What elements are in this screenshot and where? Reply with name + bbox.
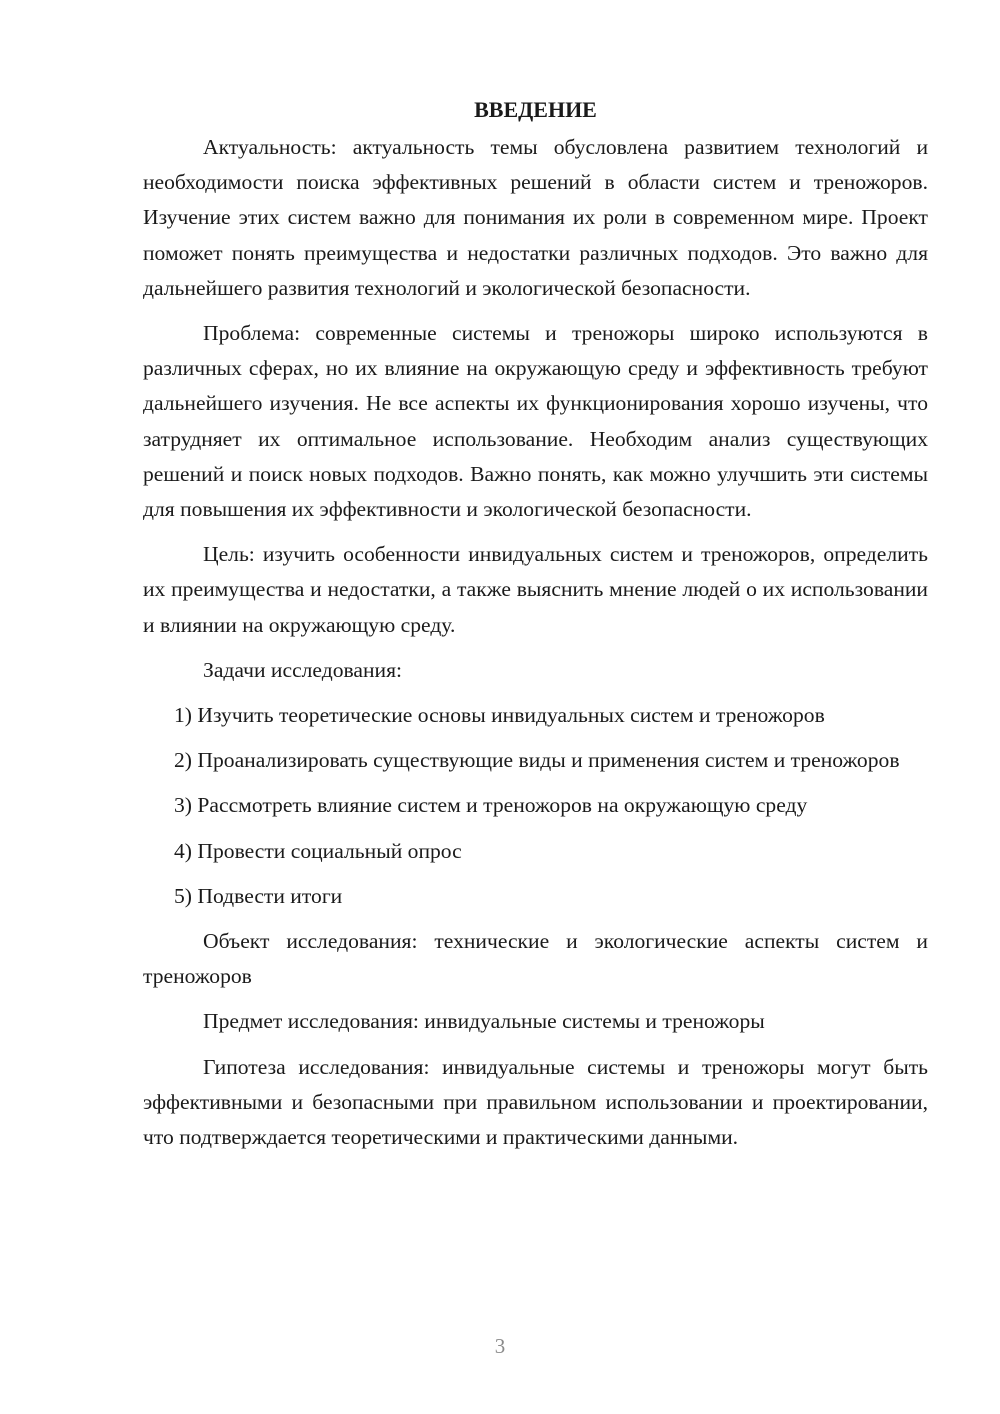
page-title: ВВЕДЕНИЕ — [474, 97, 597, 122]
task-item-4: 4) Провести социальный опрос — [174, 838, 462, 863]
page-number: 3 — [494, 1334, 506, 1358]
paragraph-goal: Цель: изучить особенности инвидуальных систем и треножоров, определить их преимущества и недостатки, а также выяснить мнение людей о их использовании и влиянии на окружающую среду. — [143, 542, 928, 637]
task-item-3: 3) Рассмотреть влияние систем и треножоров на окружающую среду — [174, 793, 808, 818]
paragraph-relevance: Актуальность: актуальность темы обусловлена развитием технологий и необходимости поиска эффективных решений в области систем и треножоров. Изучение этих систем важно для понимания их роли в современном мире. Проект поможет понять преимущества и недостатки различных подходов. Это важно для дальнейшего развития технологий и экологической безопасности. — [143, 135, 928, 300]
paragraph-tasks-heading: Задачи исследования: — [203, 657, 403, 682]
task-item-2: 2) Проанализировать существующие виды и применения систем и треножоров — [174, 748, 900, 773]
task-item-1: 1) Изучить теоретические основы инвидуальных систем и треножоров — [174, 703, 825, 728]
paragraph-hypothesis: Гипотеза исследования: инвидуальные системы и треножоры могут быть эффективными и безопасными при правильном использовании и проектировании, что подтверждается теоретическими и практическими данными. — [143, 1054, 928, 1150]
paragraph-object: Объект исследования: технические и экологические аспекты систем и треножоров — [143, 929, 928, 989]
paragraph-problem: Проблема: современные системы и треножоры широко используются в различных сферах, но их влияние на окружающую среду и эффективность требуют дальнейшего изучения. Не все аспекты их функционирования хорошо изучены, что затрудняет их оптимальное использование. Необходим анализ существующих решений и поиск новых подходов. Важно понять, как можно улучшить эти системы для повышения их эффективности и экологической безопасности. — [143, 321, 928, 522]
document-page — [143, 92, 928, 1165]
task-item-5: 5) Подвести итоги — [174, 883, 343, 908]
paragraph-subject: Предмет исследования: инвидуальные системы и треножоры — [203, 1009, 765, 1034]
